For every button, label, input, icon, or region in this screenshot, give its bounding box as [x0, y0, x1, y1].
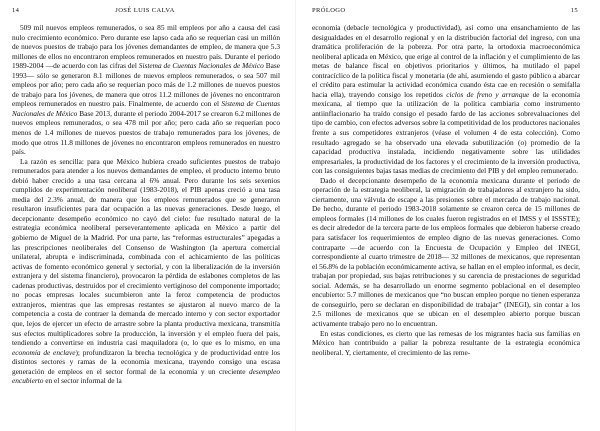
body-paragraph: [12, 157, 280, 386]
text-run: Dado el decepcionante desempeño de la economía mexicana durante el periodo de operación de la estrategia neoliberal, la emigración de trabajadores al extranjero ha sido, ciertamente, una válvula de escape a las presiones sobre el mercado de trabajo nacional. De hecho, durante el periodo 1983-2018 solamente se crearon cerca de 15 millones de empleos formales (14 millones de los cuales fueron registrados en el IMSS y el ISSSTE); es decir alrededor de la tercera parte de los empleos formales que debieron haberse creado para satisfacer los requerimientos de empleo digno de las nuevas generaciones. Como contraparte —de acuerdo con la Encuesta de Ocupación y Empleo del INEGI, correspondiente al cuarto trimestre de 2018— 32 millones de mexicanos, que representan el 56.8% de la población económicamente activa, se hallan en el empleo informal, es decir, trabajan por propiedad, sus bajas retribuciones y su carencia de prestaciones de seguridad social. Además, se ha desarrollado un enorme segmento poblacional en el desempleo encubierto: 5.7 millones de mexicanos que “no buscan empleo porque no tienen esperanza de conseguirlo, pero se declaran en disponibilidad de trabajar” (INEGI), sin contar a los 2.5 millones de mexicanos que se ubican en el desempleo abierto porque buscan activamente trabajo pero no lo encuentran.: [312, 175, 580, 328]
italic-text-run: Sistema de Cuentas Nacionales de México: [12, 99, 280, 118]
left-page: [0, 0, 290, 431]
body-paragraph: [312, 176, 580, 329]
right-running-title: PRÓLOGO: [312, 7, 346, 14]
gutter-divider: [295, 0, 296, 431]
text-run: economía (debacle tecnológica y productividad), así como una ensanchamiento de las desigualdades en el desarrollo regional y en la distribución factorial del ingreso, con una dramática proliferación de la pobreza. Por otra parte, la ortodoxia macroeconómica neoliberal aplicada en México, que erige al control de la inflación y el cumplimiento de las metas de balance fiscal en objetivos prioritarios y últimos, ha mutilado el papel contracíclico de la política fiscal y monetaria (de ahí, asumiendo el gasto público a abarcar el crédito para estimular la actividad económica cuando ésta cae en recesión o semifalla hacia ella), trayendo consigo los repetidos: [312, 23, 580, 99]
text-run: ); profundizaron la brecha tecnológica y de productividad entre los distintos sectores y ramas de la economía mexicana, trayendo consigo una escasa generación de empleos en el sector formal de la economía y un creciente: [12, 347, 280, 376]
text-run: de la economía mexicana, al tiempo que la utilización de la política cambiaria como instrumento antiinflacionario ha traído consigo el pesado fardo de las acciones sobrevaluaciones del tipo de cambio, con efectos adversos sobre la competitividad de los productores nacionales frente a sus competidores extranjeros (véase el volumen 4 de esta colección). Como resultado agregado se ha observado una elevada subutilización (o) promedio de la capacidad productiva instalada, incidiendo negativamente sobre las utilidades empresariales, la productividad de los factores y el crecimiento de la inversión productiva, con las consiguientes bajas tasas medias de crecimiento del PIB y del empleo remunerado.: [312, 89, 580, 176]
body-paragraph: [12, 23, 280, 157]
text-run: En estas condiciones, es cierto que las remesas de los migrantes hacia sus familias en México han contribuido a paliar la pobreza resultante de la estrategia económica neoliberal. Y, ciertamente, el crecimiento de las reme-: [312, 328, 580, 357]
text-run: La razón es sencilla: para que México hubiera creado suficientes puestos de trabajo remunerados para atender a los nuevos demandantes de empleo, el producto interno bruto debió haber crecido a una tasa cercana al 6% anual. Pero durante los seis sexenios cumplidos de experimentación neoliberal (1983-2018), el PIB apenas creció a una tasa media del 2.3% anual, de manera que los empleos remunerados que se generaron resultaron insuficientes para dar ocupación a las nuevas generaciones. Desde luego, el decepcionante desempeño económico no cayó del cielo: fue resultado natural de la estrategia económica neoliberal perseverantemente aplicada en México a partir del gobierno de Miguel de la Madrid. Por una parte, las “reformas estructurales” apegadas a las prescripciones neoliberales del Consenso de Washington (la apertura comercial unilateral, abrupta e indiscriminada, combinada con el achicamiento de las políticas activas de fomento económico general y sectorial, y con la liberalización de la inversión extranjera y del sistema financiero), provocaron la pérdida de eslabones completos de las cadenas productivas, destruidos por el crecimiento vertiginoso del componente importado; no pocas empresas locales sucumbieron ante la feroz competencia de productos extranjeros, mientras que las empresas restantes se ajustaron al nuevo marco de la competencia a costa de contraer la demanda de mercado interno y con sector exportador que, lejos de ejercer un efecto de arrastre sobre la planta productiva mexicana, transmitía sus efectos multiplicadores sobre la producción, la inversión y el empleo fuera del país, tendiendo a convertirse en industria casi maquiladora (o, lo que es lo mismo, en una: [12, 156, 280, 348]
body-paragraph: [312, 329, 580, 358]
italic-text-run: ciclos de freno y arranque: [446, 89, 530, 99]
text-run: 509 mil nuevos empleos remunerados, o sea 85 mil empleos por año a causa del casi nulo crecimiento económico. Pero durante ese lapso cada año se requerían casi un millón de nuevos puestos de trabajo para los jóvenes demandantes de empleo, de manera que 5.3 millones de ellos no encontraron empleos remunerados en nuestro país. Durante el periodo 1989-2004 —de acuerdo con las cifras del: [12, 23, 280, 71]
body-paragraph: [312, 23, 580, 176]
text-run: Base 2013, durante el periodo 2004-2017 se crearon 6.2 millones de nuevos empleos remunerados, o sea 478 mil por año; pero cada año se requerían poco menos de 1.4 millones de nuevos puestos de trabajo remunerados para los jóvenes, de modo que otros 11.8 millones de jóvenes no encontraron empleos remunerados en nuestro país.: [12, 108, 280, 157]
right-page: [300, 0, 590, 431]
left-running-head: [12, 7, 278, 17]
text-run: Base 1993— sólo se generaron 8.1 millones de nuevos empleos remunerados, o sea 507 mil empleos por año; pero cada año se requerían poco más de 1.2 millones de nuevos puestos de trabajo para los jóvenes, de manera que otros 11.2 millones de jóvenes no encontraron empleos remunerados en nuestro país. Finalmente, de acuerdo con el: [12, 61, 280, 109]
right-page-number: 15: [570, 7, 578, 14]
text-run: en el sector informal de la: [43, 376, 122, 386]
italic-text-run: economía de enclave: [12, 347, 76, 357]
italic-text-run: desempleo encubierto: [12, 366, 280, 386]
left-page-body: [12, 23, 280, 425]
italic-text-run: Sistema de Cuentas Nacionales de México: [138, 61, 264, 71]
right-page-body: [312, 23, 580, 425]
right-running-head: [312, 7, 578, 17]
left-running-title: JOSÉ LUIS CALVA: [115, 7, 175, 14]
left-page-number: 14: [12, 7, 20, 14]
